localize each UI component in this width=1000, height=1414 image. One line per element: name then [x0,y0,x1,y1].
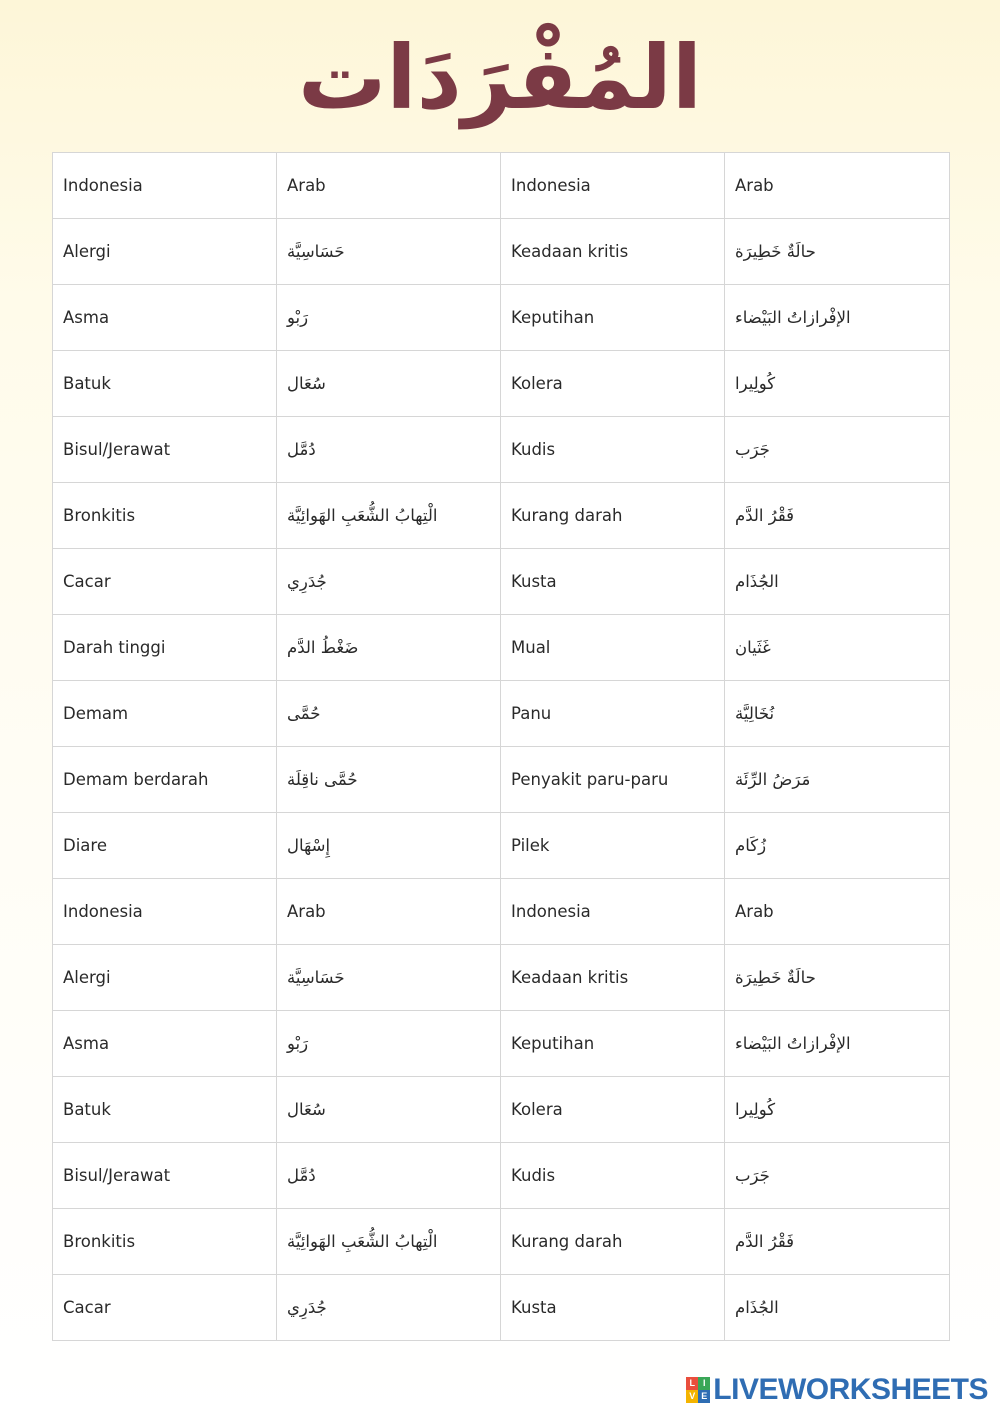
header-cell [277,879,501,945]
cell-text: رَبْو [287,308,309,327]
arabic-term-cell [277,813,501,879]
cell-text: Kusta [511,572,557,591]
cell-text: إِسْهَال [287,836,331,855]
cell-text: كُولِيرا [735,374,776,393]
table-row [53,153,950,219]
cell-text: Asma [63,308,110,327]
table-row [53,681,950,747]
cell-text: حَسَاسِيَّة [287,242,345,261]
cell-text: Kudis [511,440,556,459]
cell-text: غَثَيان [735,638,771,657]
arabic-term-cell [725,483,950,549]
cell-text: Kolera [511,1100,563,1119]
header-cell [53,879,277,945]
cell-text: الْتِهابُ الشُّعَبِ الهَوائِيَّة [287,1232,438,1251]
cell-text: Mual [511,638,551,657]
cell-text: Kolera [511,374,563,393]
arabic-term-cell [277,549,501,615]
cell-text: نُخَالِيَّة [735,704,775,723]
indonesian-term-cell [53,351,277,417]
cell-text: الإفْرازاتُ البَيْضاء [735,1034,851,1053]
cell-text: Batuk [63,1100,111,1119]
cell-text: حالَةٌ خَطِيرَة [735,968,816,987]
table-row [53,1011,950,1077]
cell-text: Kurang darah [511,1232,623,1251]
arabic-term-cell [725,747,950,813]
cell-text: Bisul/Jerawat [63,440,171,459]
page-title: المُفْرَدَات [297,26,703,129]
indonesian-term-cell [501,351,725,417]
logo-text: LIVEWORKSHEETS [713,1373,988,1406]
cell-text: Kusta [511,1298,557,1317]
arabic-term-cell [725,351,950,417]
table-row [53,1077,950,1143]
arabic-term-cell [277,285,501,351]
arabic-term-cell [725,417,950,483]
cell-text: دُمَّل [287,440,316,459]
cell-text: حُمَّى ناقِلَة [287,770,358,789]
cell-text: Keputihan [511,308,595,327]
indonesian-term-cell [501,681,725,747]
table-row [53,747,950,813]
cell-text: Batuk [63,374,111,393]
arabic-term-cell [277,681,501,747]
cell-text: جَرَب [735,1166,770,1185]
cell-text: الْتِهابُ الشُّعَبِ الهَوائِيَّة [287,506,438,525]
indonesian-term-cell [501,813,725,879]
cell-text: Bronkitis [63,506,136,525]
indonesian-term-cell [501,483,725,549]
indonesian-term-cell [53,1077,277,1143]
cell-text: Alergi [63,968,111,987]
cell-text: فَقْرُ الدَّم [735,1232,795,1251]
table-row [53,1209,950,1275]
indonesian-term-cell [501,417,725,483]
arabic-term-cell [277,945,501,1011]
arabic-term-cell [277,351,501,417]
cell-text: Asma [63,1034,110,1053]
cell-text: كُولِيرا [735,1100,776,1119]
vocabulary-table [52,152,950,1341]
cell-text: ضَغْطُ الدَّم [287,638,359,657]
table-row [53,351,950,417]
indonesian-term-cell [501,1011,725,1077]
table-row [53,549,950,615]
arabic-term-cell [725,219,950,285]
table-row [53,1275,950,1341]
arabic-term-cell [277,1011,501,1077]
indonesian-term-cell [53,417,277,483]
arabic-term-cell [277,483,501,549]
arabic-term-cell [277,1275,501,1341]
table-row [53,417,950,483]
indonesian-term-cell [501,1275,725,1341]
header-cell [277,153,501,219]
cell-text: حَسَاسِيَّة [287,968,345,987]
arabic-term-cell [277,1143,501,1209]
arabic-term-cell [725,1275,950,1341]
cell-text: دُمَّل [287,1166,316,1185]
cell-text: جُدَرِي [287,572,327,591]
indonesian-term-cell [53,549,277,615]
cell-text: Demam [63,704,129,723]
cell-text: Darah tinggi [63,638,166,657]
cell-text: Bronkitis [63,1232,136,1251]
arabic-term-cell [277,219,501,285]
arabic-term-cell [277,417,501,483]
indonesian-term-cell [53,285,277,351]
cell-text: جُدَرِي [287,1298,327,1317]
header-cell [53,153,277,219]
arabic-term-cell [725,1209,950,1275]
logo-letter: L [686,1377,698,1390]
cell-text: Indonesia [63,902,143,921]
cell-text: زُكَام [735,836,767,855]
liveworksheets-logo-icon [686,1377,710,1403]
indonesian-term-cell [501,1143,725,1209]
cell-text: مَرَضُ الرِّئَة [735,770,811,789]
indonesian-term-cell [501,285,725,351]
cell-text: سُعَال [287,1100,326,1119]
cell-text: Indonesia [511,176,591,195]
liveworksheets-logo [686,1374,988,1406]
cell-text: فَقْرُ الدَّم [735,506,795,525]
cell-text: Kurang darah [511,506,623,525]
cell-text: Arab [735,902,774,921]
arabic-term-cell [725,1011,950,1077]
arabic-term-cell [725,813,950,879]
cell-text: Demam berdarah [63,770,209,789]
table-row [53,945,950,1011]
table-row [53,615,950,681]
indonesian-term-cell [501,549,725,615]
header-cell [725,879,950,945]
cell-text: Cacar [63,572,111,591]
indonesian-term-cell [501,1209,725,1275]
arabic-term-cell [277,1077,501,1143]
cell-text: جَرَب [735,440,770,459]
indonesian-term-cell [501,219,725,285]
arabic-term-cell [277,1209,501,1275]
arabic-term-cell [277,615,501,681]
arabic-term-cell [277,747,501,813]
table-row [53,1143,950,1209]
indonesian-term-cell [53,747,277,813]
indonesian-term-cell [53,483,277,549]
indonesian-term-cell [53,1275,277,1341]
cell-text: Penyakit paru-paru [511,770,669,789]
table-row [53,813,950,879]
cell-text: Pilek [511,836,550,855]
arabic-term-cell [725,285,950,351]
header-cell [501,153,725,219]
cell-text: Keadaan kritis [511,968,629,987]
cell-text: الجُذَام [735,572,779,591]
indonesian-term-cell [501,615,725,681]
indonesian-term-cell [53,1011,277,1077]
cell-text: Panu [511,704,552,723]
indonesian-term-cell [53,219,277,285]
cell-text: حُمَّى [287,704,321,723]
cell-text: الجُذَام [735,1298,779,1317]
table-row [53,483,950,549]
arabic-term-cell [725,549,950,615]
cell-text: حالَةٌ خَطِيرَة [735,242,816,261]
cell-text: Keputihan [511,1034,595,1053]
indonesian-term-cell [501,747,725,813]
cell-text: سُعَال [287,374,326,393]
cell-text: الإفْرازاتُ البَيْضاء [735,308,851,327]
cell-text: Arab [287,902,326,921]
table-row [53,219,950,285]
indonesian-term-cell [53,615,277,681]
arabic-term-cell [725,1077,950,1143]
header-cell [725,153,950,219]
cell-text: Bisul/Jerawat [63,1166,171,1185]
indonesian-term-cell [53,1209,277,1275]
cell-text: Alergi [63,242,111,261]
cell-text: Arab [287,176,326,195]
arabic-term-cell [725,681,950,747]
header-cell [501,879,725,945]
arabic-term-cell [725,945,950,1011]
cell-text: Kudis [511,1166,556,1185]
table-row [53,879,950,945]
logo-letter: V [686,1390,698,1403]
indonesian-term-cell [53,681,277,747]
arabic-term-cell [725,615,950,681]
cell-text: Cacar [63,1298,111,1317]
indonesian-term-cell [53,1143,277,1209]
logo-letter: E [698,1390,710,1403]
indonesian-term-cell [501,945,725,1011]
indonesian-term-cell [53,813,277,879]
cell-text: Keadaan kritis [511,242,629,261]
logo-letter: I [698,1377,710,1390]
cell-text: Indonesia [511,902,591,921]
cell-text: Diare [63,836,107,855]
indonesian-term-cell [501,1077,725,1143]
indonesian-term-cell [53,945,277,1011]
cell-text: Arab [735,176,774,195]
arabic-term-cell [725,1143,950,1209]
cell-text: Indonesia [63,176,143,195]
table-row [53,285,950,351]
cell-text: رَبْو [287,1034,309,1053]
